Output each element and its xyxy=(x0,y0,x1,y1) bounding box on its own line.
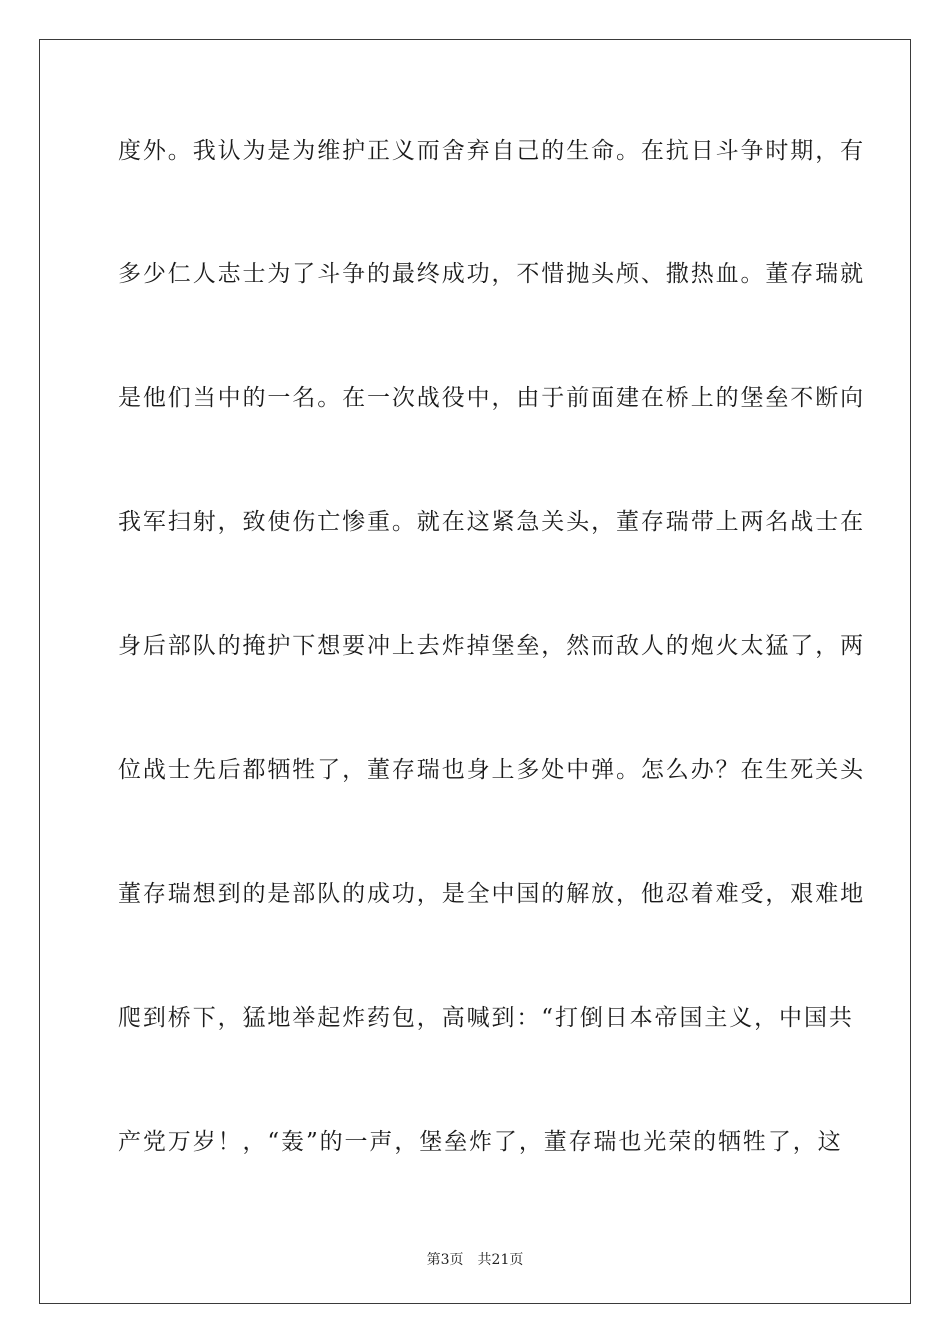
text-line-5: 身后部队的掩护下想要冲上去炸掉堡垒，然而敌人的炮火太猛了，两 xyxy=(118,633,865,659)
page-total: 共21页 xyxy=(477,1252,524,1268)
text-line-7: 董存瑞想到的是部队的成功，是全中国的解放，他忍着难受，艰难地 xyxy=(118,881,865,907)
text-line-9: 产党万岁！，“轰”的一声，堡垒炸了，董存瑞也光荣的牺牲了，这 xyxy=(118,1129,843,1155)
page-border xyxy=(39,39,911,1304)
page-number: 第3页 xyxy=(426,1252,464,1268)
text-line-4: 我军扫射，致使伤亡惨重。就在这紧急关头，董存瑞带上两名战士在 xyxy=(118,509,865,535)
text-line-3: 是他们当中的一名。在一次战役中，由于前面建在桥上的堡垒不断向 xyxy=(118,385,865,411)
text-line-8: 爬到桥下，猛地举起炸药包，高喊到：“打倒日本帝国主义，中国共 xyxy=(118,1005,854,1031)
text-line-2: 多少仁人志士为了斗争的最终成功，不惜抛头颅、撒热血。董存瑞就 xyxy=(118,261,865,287)
text-line-1: 度外。我认为是为维护正义而舍弃自己的生命。在抗日斗争时期，有 xyxy=(118,138,865,164)
text-line-6: 位战士先后都牺牲了，董存瑞也身上多处中弹。怎么办？在生死关头 xyxy=(118,757,865,783)
page-footer xyxy=(0,1249,950,1269)
